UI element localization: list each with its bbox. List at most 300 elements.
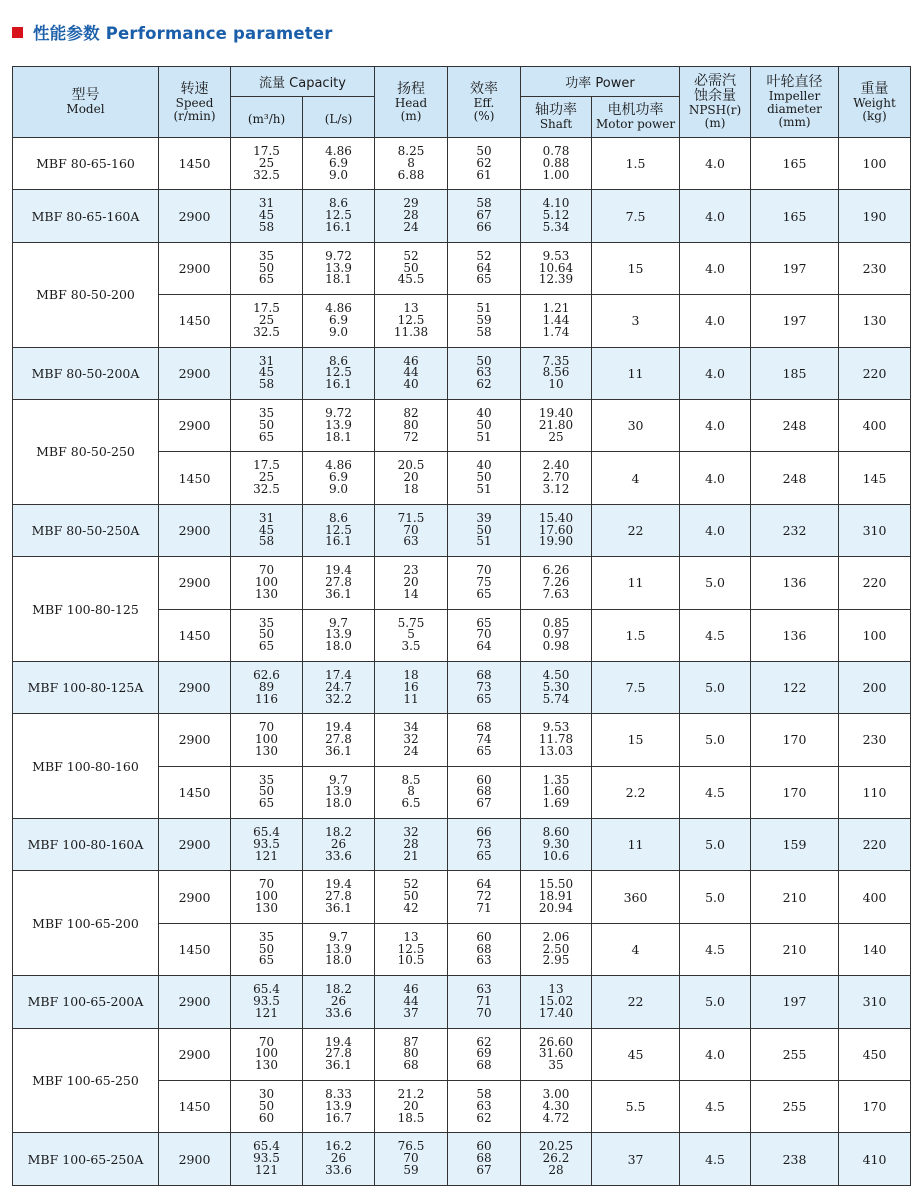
value: 50 bbox=[258, 784, 275, 799]
table-row bbox=[13, 242, 911, 294]
shaft-power-cell bbox=[521, 923, 592, 975]
shaft-power-cell bbox=[521, 452, 592, 504]
value: 2.50 bbox=[542, 941, 570, 956]
value: 70 bbox=[258, 1034, 275, 1049]
head-cell-values bbox=[375, 722, 447, 757]
capacity-ls-cell-values bbox=[303, 772, 374, 811]
value: 10.5 bbox=[397, 953, 425, 968]
value: 61 bbox=[476, 167, 492, 182]
head-cell bbox=[375, 661, 448, 713]
speed-cell: 2900 bbox=[159, 1133, 231, 1185]
shaft-power-cell bbox=[521, 190, 592, 242]
capacity-m3h-cell-values bbox=[231, 510, 302, 549]
header-model: 型号 Model bbox=[13, 67, 159, 138]
impeller-cell: 197 bbox=[751, 295, 839, 347]
value: 70 bbox=[258, 720, 275, 735]
value: 58 bbox=[258, 219, 275, 234]
header-capacity-ls: (L/s) bbox=[303, 97, 375, 138]
value: 14 bbox=[403, 586, 419, 601]
model-cell: MBF 100-65-200 bbox=[13, 871, 159, 976]
capacity-m3h-cell bbox=[231, 242, 303, 294]
model-cell: MBF 80-65-160A bbox=[13, 190, 159, 242]
value: 8.6 bbox=[328, 196, 349, 211]
weight-cell: 450 bbox=[839, 1028, 911, 1080]
speed-cell: 1450 bbox=[159, 138, 231, 190]
head-cell-values bbox=[375, 827, 447, 862]
performance-table bbox=[12, 66, 911, 1186]
value: 5.30 bbox=[542, 679, 570, 694]
value: 3.12 bbox=[542, 481, 570, 496]
table-row bbox=[13, 399, 911, 451]
value: 27.8 bbox=[325, 889, 352, 904]
value: 8 bbox=[407, 784, 415, 799]
capacity-m3h-cell bbox=[231, 871, 303, 923]
value: 13 bbox=[403, 929, 419, 944]
value: 4.72 bbox=[542, 1110, 570, 1125]
head-cell bbox=[375, 504, 448, 556]
motor-power-cell: 11 bbox=[592, 347, 680, 399]
efficiency-cell bbox=[448, 661, 521, 713]
impeller-cell: 255 bbox=[751, 1081, 839, 1133]
value: 33.6 bbox=[325, 848, 352, 863]
head-cell bbox=[375, 976, 448, 1028]
motor-power-cell: 37 bbox=[592, 1133, 680, 1185]
speed-cell: 2900 bbox=[159, 557, 231, 609]
capacity-ls-cell bbox=[303, 504, 375, 556]
value: 4.86 bbox=[325, 301, 352, 316]
head-cell-values bbox=[375, 929, 447, 968]
header-impeller: 叶轮直径 Impeller diameter (mm) bbox=[751, 67, 839, 138]
speed-cell: 2900 bbox=[159, 242, 231, 294]
value: 1.69 bbox=[542, 796, 570, 811]
motor-power-cell: 11 bbox=[592, 819, 680, 871]
value: 15.50 bbox=[538, 877, 574, 892]
value: 4.10 bbox=[542, 196, 570, 211]
value: 13.9 bbox=[325, 941, 352, 956]
capacity-ls-cell bbox=[303, 347, 375, 399]
head-cell bbox=[375, 452, 448, 504]
head-cell-values bbox=[375, 198, 447, 233]
value: 70 bbox=[258, 563, 275, 578]
value: 26 bbox=[330, 836, 347, 851]
value: 80 bbox=[403, 1046, 419, 1061]
value: 25 bbox=[258, 312, 275, 327]
efficiency-cell bbox=[448, 399, 521, 451]
value: 1.74 bbox=[542, 324, 570, 339]
value: 17.60 bbox=[538, 522, 574, 537]
impeller-cell: 238 bbox=[751, 1133, 839, 1185]
capacity-m3h-cell bbox=[231, 295, 303, 347]
shaft-power-cell-values bbox=[521, 879, 591, 914]
value: 16.1 bbox=[325, 534, 352, 549]
value: 62 bbox=[476, 1034, 492, 1049]
table-row bbox=[13, 871, 911, 923]
value: 8.33 bbox=[325, 1087, 352, 1102]
value: 11.38 bbox=[393, 324, 429, 339]
capacity-m3h-cell bbox=[231, 138, 303, 190]
speed-cell: 2900 bbox=[159, 504, 231, 556]
head-cell bbox=[375, 714, 448, 766]
header-npsh: 必需汽 蚀余量 NPSH(r) (m) bbox=[680, 67, 751, 138]
value: 32.5 bbox=[253, 481, 280, 496]
value: 4.50 bbox=[542, 667, 570, 682]
value: 5 bbox=[407, 627, 415, 642]
value: 68 bbox=[476, 1151, 492, 1166]
value: 32.5 bbox=[253, 167, 280, 182]
weight-cell: 400 bbox=[839, 399, 911, 451]
weight-cell: 230 bbox=[839, 242, 911, 294]
value: 65 bbox=[258, 639, 275, 654]
value: 35 bbox=[258, 772, 275, 787]
value: 13.03 bbox=[538, 743, 574, 758]
value: 58 bbox=[258, 534, 275, 549]
motor-power-cell: 22 bbox=[592, 976, 680, 1028]
value: 0.85 bbox=[542, 615, 570, 630]
capacity-m3h-cell-values bbox=[231, 565, 302, 600]
value: 24 bbox=[403, 219, 419, 234]
efficiency-cell-values bbox=[448, 615, 520, 654]
head-cell-values bbox=[375, 146, 447, 181]
value: 10.64 bbox=[538, 260, 574, 275]
value: 0.88 bbox=[542, 155, 570, 170]
impeller-cell: 232 bbox=[751, 504, 839, 556]
value: 0.97 bbox=[542, 627, 570, 642]
value: 65 bbox=[258, 796, 275, 811]
header-weight: 重量 Weight (kg) bbox=[839, 67, 911, 138]
value: 45 bbox=[258, 208, 275, 223]
value: 50 bbox=[476, 522, 492, 537]
value: 25 bbox=[258, 470, 275, 485]
weight-cell: 220 bbox=[839, 819, 911, 871]
value: 64 bbox=[476, 639, 492, 654]
capacity-ls-cell bbox=[303, 819, 375, 871]
value: 50 bbox=[403, 260, 419, 275]
value: 9.0 bbox=[328, 324, 349, 339]
capacity-m3h-cell-values bbox=[231, 405, 302, 444]
shaft-power-cell bbox=[521, 871, 592, 923]
value: 2.70 bbox=[542, 470, 570, 485]
capacity-ls-cell bbox=[303, 242, 375, 294]
model-cell: MBF 80-50-250 bbox=[13, 399, 159, 504]
value: 76.5 bbox=[397, 1139, 425, 1154]
value: 60 bbox=[476, 1139, 492, 1154]
value: 58 bbox=[476, 324, 492, 339]
impeller-cell: 197 bbox=[751, 976, 839, 1028]
capacity-m3h-cell-values bbox=[231, 615, 302, 654]
value: 20 bbox=[403, 574, 419, 589]
efficiency-cell bbox=[448, 766, 521, 818]
head-cell bbox=[375, 871, 448, 923]
value: 9.7 bbox=[328, 615, 349, 630]
head-cell bbox=[375, 399, 448, 451]
value: 20.94 bbox=[538, 901, 574, 916]
value: 36.1 bbox=[325, 743, 352, 758]
speed-cell: 2900 bbox=[159, 976, 231, 1028]
weight-cell: 230 bbox=[839, 714, 911, 766]
efficiency-cell-values bbox=[448, 353, 520, 392]
capacity-ls-cell-values bbox=[303, 984, 374, 1019]
value: 50 bbox=[476, 470, 492, 485]
efficiency-cell bbox=[448, 1133, 521, 1185]
impeller-cell: 248 bbox=[751, 452, 839, 504]
value: 130 bbox=[255, 901, 278, 916]
capacity-ls-cell-values bbox=[303, 565, 374, 600]
speed-cell: 1450 bbox=[159, 1081, 231, 1133]
weight-cell: 220 bbox=[839, 347, 911, 399]
header-efficiency: 效率 Eff. (%) bbox=[448, 67, 521, 138]
value: 19.4 bbox=[325, 1034, 352, 1049]
value: 9.53 bbox=[542, 720, 570, 735]
weight-cell: 170 bbox=[839, 1081, 911, 1133]
value: 50 bbox=[258, 417, 275, 432]
shaft-power-cell-values bbox=[521, 460, 591, 495]
impeller-cell: 248 bbox=[751, 399, 839, 451]
capacity-m3h-cell bbox=[231, 504, 303, 556]
capacity-ls-cell-values bbox=[303, 146, 374, 181]
value: 8.56 bbox=[542, 365, 570, 380]
capacity-m3h-cell bbox=[231, 190, 303, 242]
value: 19.4 bbox=[325, 720, 352, 735]
weight-cell: 145 bbox=[839, 452, 911, 504]
impeller-cell: 255 bbox=[751, 1028, 839, 1080]
value: 62 bbox=[476, 1110, 492, 1125]
head-cell bbox=[375, 609, 448, 661]
value: 40 bbox=[476, 405, 492, 420]
head-cell bbox=[375, 557, 448, 609]
npsh-cell: 4.5 bbox=[680, 923, 751, 975]
value: 20.5 bbox=[397, 458, 425, 473]
capacity-m3h-cell bbox=[231, 714, 303, 766]
value: 15.02 bbox=[538, 994, 574, 1009]
head-cell-values bbox=[375, 667, 447, 706]
value: 3.00 bbox=[542, 1087, 570, 1102]
header-motor-power: 电机功率 Motor power bbox=[592, 97, 680, 138]
npsh-cell: 4.0 bbox=[680, 1028, 751, 1080]
value: 6.88 bbox=[397, 167, 425, 182]
head-cell-values bbox=[375, 984, 447, 1019]
shaft-power-cell bbox=[521, 1133, 592, 1185]
capacity-m3h-cell bbox=[231, 609, 303, 661]
impeller-cell: 159 bbox=[751, 819, 839, 871]
value: 44 bbox=[403, 994, 419, 1009]
motor-power-cell: 360 bbox=[592, 871, 680, 923]
value: 28 bbox=[403, 836, 419, 851]
shaft-power-cell-values bbox=[521, 827, 591, 862]
motor-power-cell: 2.2 bbox=[592, 766, 680, 818]
capacity-ls-cell-values bbox=[303, 303, 374, 338]
value: 60 bbox=[258, 1110, 275, 1125]
value: 51 bbox=[476, 481, 492, 496]
head-cell bbox=[375, 138, 448, 190]
shaft-power-cell-values bbox=[521, 1141, 591, 1176]
capacity-ls-cell bbox=[303, 766, 375, 818]
capacity-ls-cell-values bbox=[303, 460, 374, 495]
efficiency-cell bbox=[448, 504, 521, 556]
value: 64 bbox=[476, 260, 492, 275]
value: 16.1 bbox=[325, 377, 352, 392]
value: 26 bbox=[330, 994, 347, 1009]
impeller-cell: 185 bbox=[751, 347, 839, 399]
speed-cell: 2900 bbox=[159, 661, 231, 713]
value: 68 bbox=[476, 720, 492, 735]
capacity-ls-cell-values bbox=[303, 198, 374, 233]
shaft-power-cell bbox=[521, 242, 592, 294]
value: 5.12 bbox=[542, 208, 570, 223]
model-cell: MBF 100-65-250A bbox=[13, 1133, 159, 1185]
value: 0.98 bbox=[542, 639, 570, 654]
capacity-ls-cell bbox=[303, 714, 375, 766]
capacity-m3h-cell bbox=[231, 1081, 303, 1133]
value: 35 bbox=[258, 929, 275, 944]
value: 17.4 bbox=[325, 667, 352, 682]
efficiency-cell-values bbox=[448, 303, 520, 338]
value: 4.86 bbox=[325, 458, 352, 473]
value: 5.75 bbox=[397, 615, 425, 630]
value: 2.06 bbox=[542, 929, 570, 944]
value: 71.5 bbox=[397, 510, 425, 525]
impeller-cell: 136 bbox=[751, 557, 839, 609]
value: 4.30 bbox=[542, 1098, 570, 1113]
npsh-cell: 4.5 bbox=[680, 1081, 751, 1133]
head-cell bbox=[375, 766, 448, 818]
value: 46 bbox=[403, 982, 419, 997]
value: 36.1 bbox=[325, 1058, 352, 1073]
value: 70 bbox=[403, 1151, 419, 1166]
shaft-power-cell-values bbox=[521, 303, 591, 338]
capacity-m3h-cell bbox=[231, 557, 303, 609]
shaft-power-cell bbox=[521, 609, 592, 661]
capacity-ls-cell bbox=[303, 399, 375, 451]
value: 44 bbox=[403, 365, 419, 380]
value: 36.1 bbox=[325, 586, 352, 601]
value: 25 bbox=[548, 429, 564, 444]
value: 27.8 bbox=[325, 1046, 352, 1061]
impeller-cell: 136 bbox=[751, 609, 839, 661]
value: 35 bbox=[548, 1058, 564, 1073]
value: 19.90 bbox=[538, 534, 574, 549]
value: 3.5 bbox=[401, 639, 421, 654]
value: 21.80 bbox=[538, 417, 574, 432]
value: 9.72 bbox=[325, 405, 352, 420]
weight-cell: 310 bbox=[839, 976, 911, 1028]
value: 17.40 bbox=[538, 1005, 574, 1020]
capacity-m3h-cell bbox=[231, 923, 303, 975]
speed-cell: 1450 bbox=[159, 609, 231, 661]
shaft-power-cell-values bbox=[521, 667, 591, 706]
value: 27.8 bbox=[325, 732, 352, 747]
value: 9.0 bbox=[328, 481, 349, 496]
value: 20 bbox=[403, 1098, 419, 1113]
capacity-m3h-cell-values bbox=[231, 198, 302, 233]
speed-cell: 1450 bbox=[159, 295, 231, 347]
value: 60 bbox=[476, 772, 492, 787]
efficiency-cell-values bbox=[448, 146, 520, 181]
efficiency-cell bbox=[448, 976, 521, 1028]
value: 93.5 bbox=[253, 836, 280, 851]
header-capacity-m3h: (m³/h) bbox=[231, 97, 303, 138]
value: 13.9 bbox=[325, 627, 352, 642]
value: 18.0 bbox=[325, 953, 352, 968]
value: 5.34 bbox=[542, 219, 570, 234]
shaft-power-cell bbox=[521, 295, 592, 347]
speed-cell: 2900 bbox=[159, 399, 231, 451]
value: 50 bbox=[258, 1098, 275, 1113]
value: 6.9 bbox=[328, 155, 349, 170]
value: 35 bbox=[258, 248, 275, 263]
value: 17.5 bbox=[253, 301, 280, 316]
model-cell: MBF 100-80-160 bbox=[13, 714, 159, 819]
value: 71 bbox=[476, 994, 492, 1009]
shaft-power-cell-values bbox=[521, 146, 591, 181]
table-row bbox=[13, 504, 911, 556]
efficiency-cell bbox=[448, 1028, 521, 1080]
capacity-ls-cell bbox=[303, 1028, 375, 1080]
value: 36.1 bbox=[325, 901, 352, 916]
shaft-power-cell bbox=[521, 347, 592, 399]
value: 31 bbox=[258, 510, 275, 525]
value: 63 bbox=[476, 982, 492, 997]
value: 66 bbox=[476, 825, 492, 840]
value: 70 bbox=[476, 627, 492, 642]
value: 12.5 bbox=[325, 365, 352, 380]
value: 13.9 bbox=[325, 260, 352, 275]
value: 18.0 bbox=[325, 639, 352, 654]
shaft-power-cell bbox=[521, 661, 592, 713]
value: 17.5 bbox=[253, 144, 280, 158]
efficiency-cell bbox=[448, 242, 521, 294]
table-row bbox=[13, 714, 911, 766]
weight-cell: 400 bbox=[839, 871, 911, 923]
value: 65 bbox=[258, 429, 275, 444]
shaft-power-cell bbox=[521, 399, 592, 451]
shaft-power-cell-values bbox=[521, 565, 591, 600]
speed-cell: 1450 bbox=[159, 766, 231, 818]
value: 29 bbox=[403, 196, 419, 211]
value: 2.95 bbox=[542, 953, 570, 968]
capacity-m3h-cell-values bbox=[231, 1141, 302, 1176]
shaft-power-cell-values bbox=[521, 1034, 591, 1073]
header-head: 扬程 Head (m) bbox=[375, 67, 448, 138]
npsh-cell: 4.5 bbox=[680, 609, 751, 661]
efficiency-cell-values bbox=[448, 198, 520, 233]
value: 32.2 bbox=[325, 691, 352, 706]
value: 65 bbox=[476, 272, 492, 287]
value: 130 bbox=[255, 1058, 278, 1073]
table-row bbox=[13, 138, 911, 190]
capacity-ls-cell bbox=[303, 661, 375, 713]
speed-cell: 2900 bbox=[159, 871, 231, 923]
value: 12.5 bbox=[397, 312, 425, 327]
value: 100 bbox=[255, 1046, 278, 1061]
efficiency-cell bbox=[448, 819, 521, 871]
value: 100 bbox=[255, 732, 278, 747]
value: 58 bbox=[476, 1087, 492, 1102]
value: 7.63 bbox=[542, 586, 570, 601]
efficiency-cell-values bbox=[448, 722, 520, 757]
value: 18.91 bbox=[538, 889, 574, 904]
table-row bbox=[13, 557, 911, 609]
value: 65.4 bbox=[253, 1139, 280, 1154]
table-row bbox=[13, 661, 911, 713]
value: 52 bbox=[476, 248, 492, 263]
value: 19.4 bbox=[325, 877, 352, 892]
value: 12.39 bbox=[538, 272, 574, 287]
capacity-ls-cell bbox=[303, 452, 375, 504]
capacity-m3h-cell bbox=[231, 347, 303, 399]
shaft-power-cell-values bbox=[521, 929, 591, 968]
value: 20.25 bbox=[538, 1139, 574, 1154]
speed-cell: 2900 bbox=[159, 1028, 231, 1080]
